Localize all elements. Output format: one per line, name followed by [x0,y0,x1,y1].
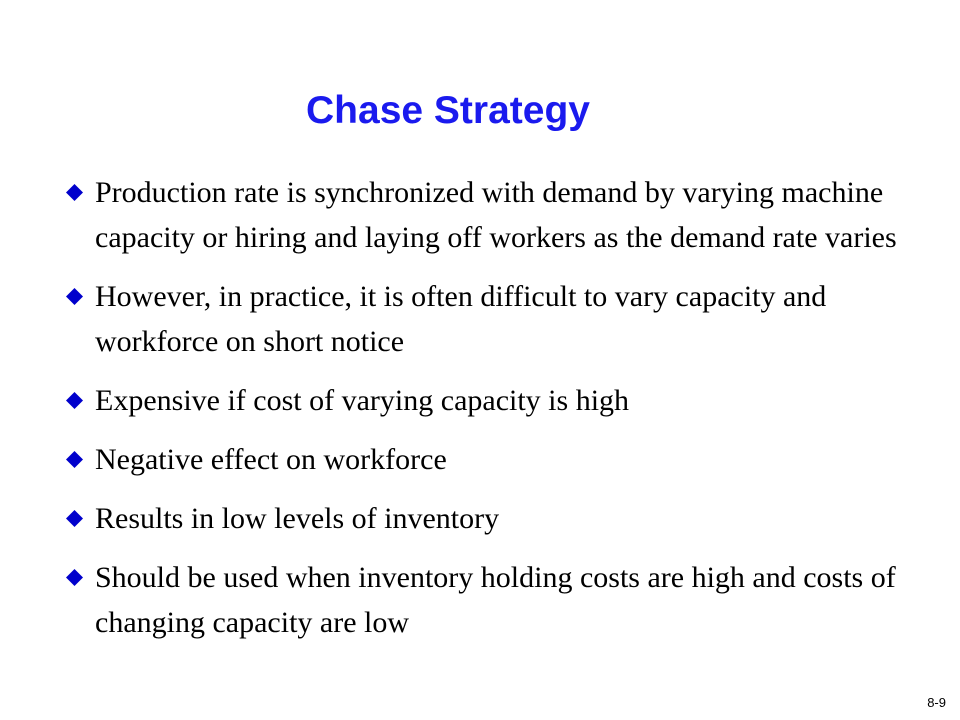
bullet-item [62,496,922,541]
bullet-text: Negative effect on workforce [95,443,447,476]
bullet-item [62,437,922,482]
diamond-bullet-icon [66,510,83,527]
bullet-text: Production rate is synchronized with demand by varying machine capacity or hiring and laying off workers as the demand rate varies [95,176,897,254]
diamond-bullet-icon [66,392,83,409]
bullet-text: Expensive if cost of varying capacity is high [95,384,630,417]
bullet-item [62,378,922,423]
diamond-bullet-icon [66,288,83,305]
bullet-item [62,555,922,645]
diamond-bullet-icon [66,184,83,201]
bullet-text: Results in low levels of inventory [95,502,500,535]
bullet-list [62,170,922,659]
bullet-text: Should be used when inventory holding costs are high and costs of changing capacity are low [95,561,896,639]
bullet-item [62,170,922,260]
bullet-text: However, in practice, it is often difficult to vary capacity and workforce on short notice [95,280,827,358]
slide-title: Chase Strategy [306,89,590,132]
diamond-bullet-icon [66,451,83,468]
page-number: 8-9 [927,695,946,710]
diamond-bullet-icon [66,569,83,586]
bullet-item [62,274,922,364]
